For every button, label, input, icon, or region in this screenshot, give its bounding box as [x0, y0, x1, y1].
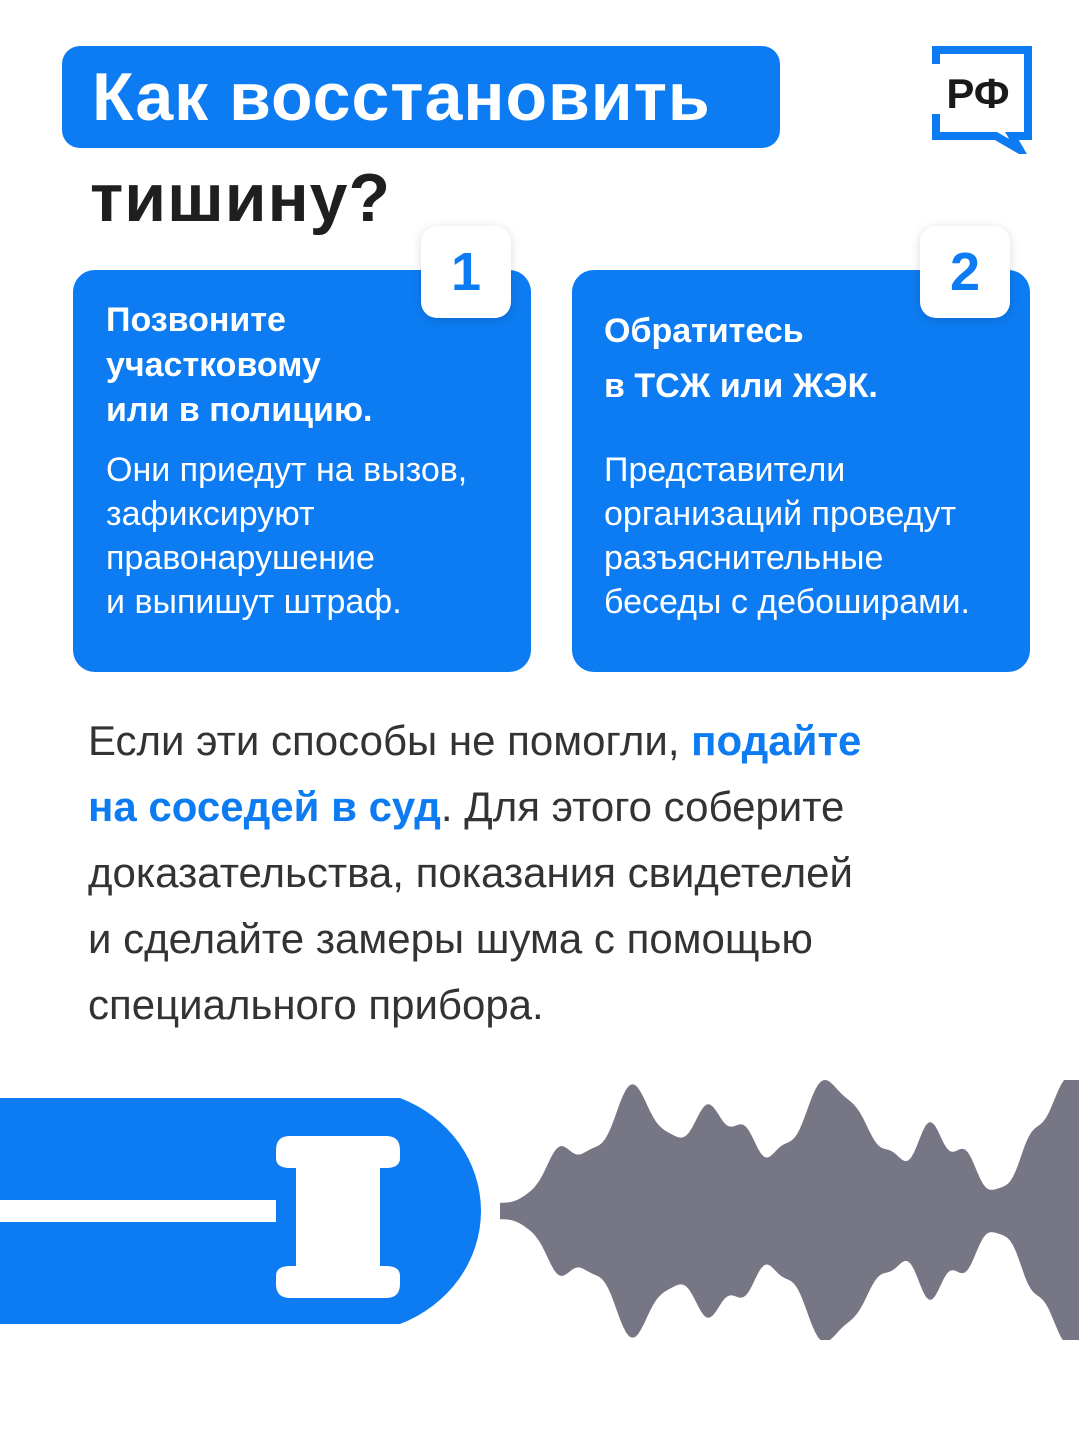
sound-wave-shape: [500, 1080, 1079, 1340]
step-number-2: 2: [920, 226, 1010, 318]
highlight-text: подайте: [691, 717, 862, 764]
step-2-description: Представители организаций проведут разъяснительные беседы с дебоширами.: [604, 451, 970, 621]
step-2-heading: Обратитесь в ТСЖ или ЖЭК.: [604, 312, 878, 405]
page-title-continuation: тишину?: [90, 160, 392, 236]
step-1-description: Они приедут на вызов, зафиксируют правонарушение и выпишут штраф.: [106, 451, 468, 621]
noise-meter-with-sound-wave-icon: [0, 1080, 1080, 1340]
highlight-text: на соседей в суд: [88, 783, 441, 830]
logo-text: РФ: [946, 70, 1010, 117]
page-title: Как восстановить: [92, 59, 711, 135]
step-number-1: 1: [421, 226, 511, 318]
court-advice-paragraph: Если эти способы не помогли, подайте на соседей в суд. Для этого соберите доказательства, показания свидетелей и сделайте замеры шума с помощью специального прибора.: [88, 717, 862, 1028]
step-1-heading: Позвоните участковому или в полицию.: [106, 301, 373, 429]
noise-meter-line: [0, 1200, 276, 1222]
